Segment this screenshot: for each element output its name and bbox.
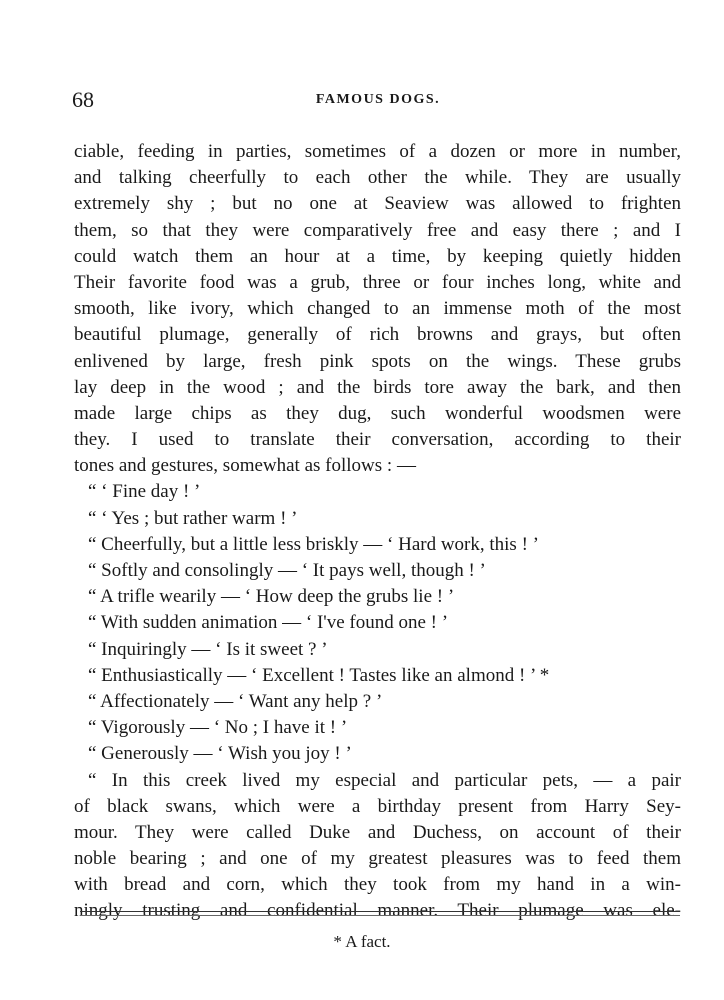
text-line: Their favorite food was a grub, three or four inches long, white and: [74, 271, 681, 293]
text-line: mour. They were called Duke and Duchess, on account of their: [74, 821, 681, 843]
text-line: of black swans, which were a birthday present from Harry Sey-: [74, 795, 681, 817]
dialogue-line: “ Vigorously — ‘ No ; I have it ! ’: [88, 717, 348, 739]
dialogue-line: “ Cheerfully, but a little less briskly — ‘ Hard work, this ! ’: [88, 533, 539, 555]
dialogue-line: “ Affectionately — ‘ Want any help ? ’: [88, 690, 383, 712]
text-line: ciable, feeding in parties, sometimes of a dozen or more in number,: [74, 141, 681, 162]
text-line: beautiful plumage, generally of rich browns and grays, but often: [74, 324, 681, 346]
body-text: [74, 139, 681, 925]
text-line: with bread and corn, which they took from my hand in a win-: [74, 874, 681, 896]
text-line: noble bearing ; and one of my greatest pleasures was to feed them: [74, 848, 681, 870]
page-number: 68: [72, 87, 94, 112]
dialogue-line: “ Softly and consolingly — ‘ It pays well, though ! ’: [88, 560, 486, 581]
text-line: extremely shy ; but no one at Seaview was allowed to frighten: [74, 193, 681, 215]
page-header: [72, 86, 684, 114]
footnote: * A fact.: [333, 932, 391, 951]
running-head: FAMOUS DOGS.: [315, 92, 441, 107]
dialogue-line: “ With sudden animation — ‘ I've found one ! ’: [88, 612, 449, 634]
text-line: and talking cheerfully to each other the while. They are usually: [74, 167, 681, 189]
text-line: “ In this creek lived my especial and particular pets, — a pair: [88, 769, 681, 791]
text-line: ningly trusting and confidential manner. Their plumage was ele-: [74, 900, 681, 922]
text-line: tones and gestures, somewhat as follows : —: [74, 455, 416, 477]
dialogue-line: “ A trifle wearily — ‘ How deep the grubs lie ! ’: [88, 586, 455, 608]
text-line: lay deep in the wood ; and the birds tore away the bark, and then: [74, 376, 681, 398]
text-line: made large chips as they dug, such wonderful woodsmen were: [74, 402, 681, 424]
footnote-rule-lower: [80, 915, 680, 916]
dialogue-line: “ Inquiringly — ‘ Is it sweet ? ’: [88, 638, 328, 660]
footnote-rule: [80, 911, 680, 912]
text-line: enlivened by large, fresh pink spots on the wings. These grubs: [74, 350, 681, 372]
text-line: smooth, like ivory, which changed to an immense moth of the most: [74, 298, 681, 320]
dialogue-line: “ Enthusiastically — ‘ Excellent ! Tastes like an almond ! ’ *: [88, 664, 550, 686]
text-line: they. I used to translate their conversation, according to their: [74, 429, 681, 451]
text-line: them, so that they were comparatively free and easy there ; and I: [74, 219, 681, 241]
dialogue-line: “ Generously — ‘ Wish you joy ! ’: [88, 743, 352, 765]
dialogue-line: “ ‘ Yes ; but rather warm ! ’: [88, 507, 298, 529]
text-line: could watch them an hour at a time, by keeping quietly hidden: [74, 245, 681, 267]
dialogue-line: “ ‘ Fine day ! ’: [88, 481, 201, 503]
